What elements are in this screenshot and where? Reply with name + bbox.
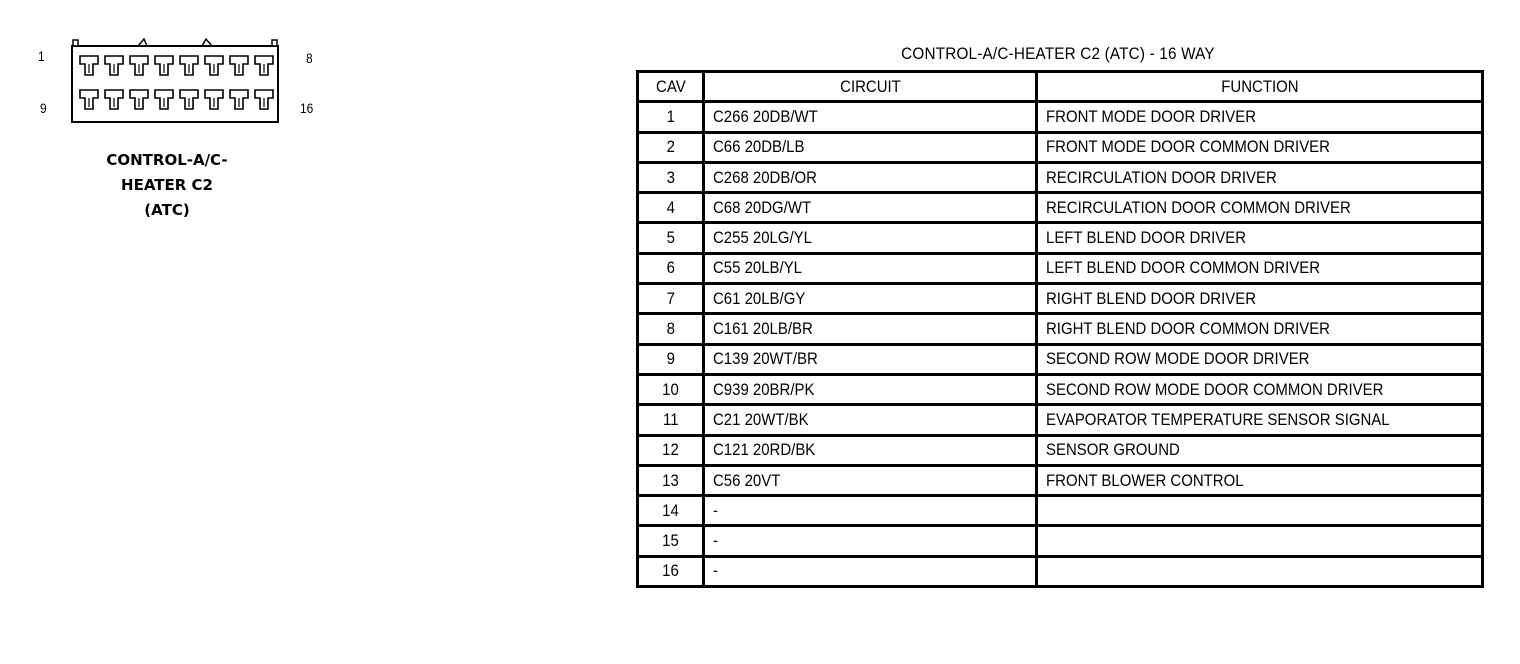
table-row (638, 526, 1483, 556)
table-row (638, 284, 1483, 314)
table-row (638, 253, 1483, 283)
pin-label-9: 9 (40, 100, 47, 116)
table-row (638, 405, 1483, 435)
cell-cav: 9 (638, 344, 704, 374)
cell-cav: 8 (638, 314, 704, 344)
cell-function: RIGHT BLEND DOOR COMMON DRIVER (1037, 314, 1483, 344)
cell-function: EVAPORATOR TEMPERATURE SENSOR SIGNAL (1037, 405, 1483, 435)
cell-circuit: C68 20DG/WT (704, 193, 1037, 223)
cell-function: FRONT BLOWER CONTROL (1037, 465, 1483, 495)
cell-cav: 16 (638, 556, 704, 586)
table-row (638, 132, 1483, 162)
table-row (638, 314, 1483, 344)
cell-circuit: - (704, 496, 1037, 526)
cell-cav: 1 (638, 102, 704, 132)
cell-cav: 4 (638, 193, 704, 223)
cell-cav: 2 (638, 132, 704, 162)
cell-circuit: C56 20VT (704, 465, 1037, 495)
cell-circuit: C268 20DB/OR (704, 162, 1037, 192)
cell-function: RECIRCULATION DOOR DRIVER (1037, 162, 1483, 192)
table-row (638, 162, 1483, 192)
cell-circuit: C66 20DB/LB (704, 132, 1037, 162)
cell-function: LEFT BLEND DOOR DRIVER (1037, 223, 1483, 253)
cell-circuit: C255 20LG/YL (704, 223, 1037, 253)
cell-function (1037, 556, 1483, 586)
cell-cav: 11 (638, 405, 704, 435)
connector-title (62, 148, 272, 223)
connector-title-line-1: CONTROL-A/C- (106, 151, 228, 169)
table-row (638, 102, 1483, 132)
table-row (638, 465, 1483, 495)
cell-cav: 14 (638, 496, 704, 526)
cell-cav: 6 (638, 253, 704, 283)
table-row (638, 435, 1483, 465)
cell-cav: 12 (638, 435, 704, 465)
table-header-row (638, 72, 1483, 102)
cell-cav: 13 (638, 465, 704, 495)
cell-function: SENSOR GROUND (1037, 435, 1483, 465)
header-cav: CAV (638, 72, 704, 102)
header-circuit: CIRCUIT (704, 72, 1037, 102)
cell-function: FRONT MODE DOOR DRIVER (1037, 102, 1483, 132)
pin-label-1: 1 (38, 48, 45, 64)
cell-cav: 10 (638, 374, 704, 404)
header-function: FUNCTION (1037, 72, 1483, 102)
table-row (638, 556, 1483, 586)
cell-cav: 15 (638, 526, 704, 556)
table-row (638, 344, 1483, 374)
connector-face-drawing (30, 36, 330, 126)
cell-circuit: C266 20DB/WT (704, 102, 1037, 132)
cell-function: SECOND ROW MODE DOOR COMMON DRIVER (1037, 374, 1483, 404)
cell-cav: 5 (638, 223, 704, 253)
cell-function: SECOND ROW MODE DOOR DRIVER (1037, 344, 1483, 374)
cell-function: RECIRCULATION DOOR COMMON DRIVER (1037, 193, 1483, 223)
cell-circuit: C161 20LB/BR (704, 314, 1037, 344)
cell-function: RIGHT BLEND DOOR DRIVER (1037, 284, 1483, 314)
cell-circuit: C939 20BR/PK (704, 374, 1037, 404)
cell-circuit: C21 20WT/BK (704, 405, 1037, 435)
table-row (638, 193, 1483, 223)
pin-label-8: 8 (306, 50, 313, 66)
cell-function (1037, 526, 1483, 556)
pinout-table (636, 70, 1484, 588)
table-row (638, 374, 1483, 404)
table-title: CONTROL-A/C-HEATER C2 (ATC) - 16 WAY (901, 44, 1215, 63)
cell-function: LEFT BLEND DOOR COMMON DRIVER (1037, 253, 1483, 283)
connector-title-line-2: HEATER C2 (121, 176, 213, 194)
connector-diagram (30, 36, 330, 126)
cell-circuit: C55 20LB/YL (704, 253, 1037, 283)
cell-cav: 7 (638, 284, 704, 314)
cell-circuit: - (704, 526, 1037, 556)
cell-circuit: C61 20LB/GY (704, 284, 1037, 314)
cell-circuit: - (704, 556, 1037, 586)
cell-function (1037, 496, 1483, 526)
cell-function: FRONT MODE DOOR COMMON DRIVER (1037, 132, 1483, 162)
cell-circuit: C139 20WT/BR (704, 344, 1037, 374)
pin-label-16: 16 (300, 100, 314, 116)
table-row (638, 496, 1483, 526)
cell-circuit: C121 20RD/BK (704, 435, 1037, 465)
table-row (638, 223, 1483, 253)
connector-title-line-3: (ATC) (144, 201, 190, 219)
cell-cav: 3 (638, 162, 704, 192)
